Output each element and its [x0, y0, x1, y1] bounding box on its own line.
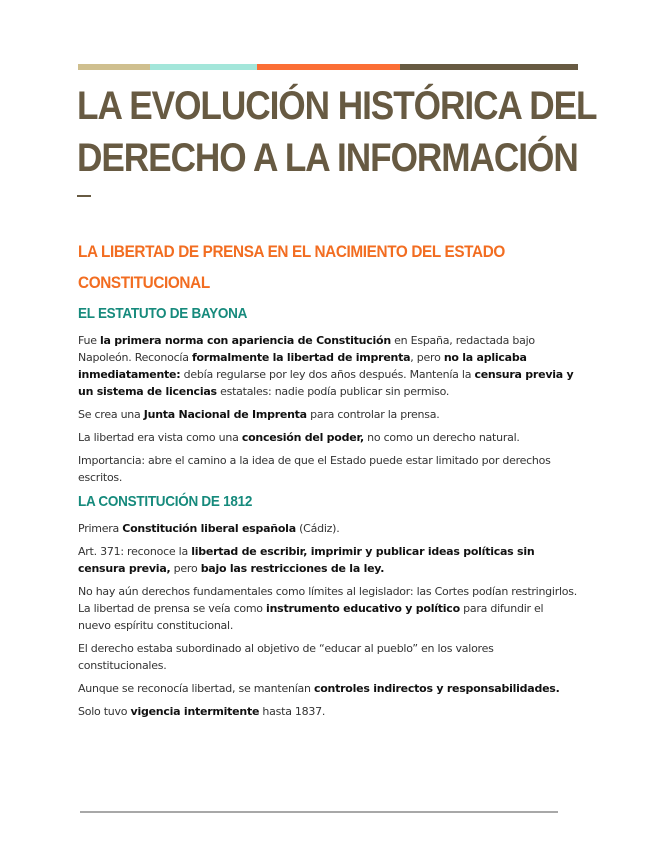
bold-text: controles indirectos y responsabilidades. — [313, 682, 560, 695]
color-bar-segment-brown — [400, 64, 578, 70]
text-run: Importancia: abre el camino a la idea de que el Estado puede estar limitado por derechos escritos. — [78, 454, 551, 484]
color-bar-segment-tan — [78, 64, 150, 70]
text-run: La libertad era vista como una — [78, 431, 242, 444]
bold-text: bajo las restricciones de la ley. — [200, 562, 385, 575]
paragraph — [78, 520, 578, 537]
bold-text: censura previa y un sistema de licencias — [78, 368, 574, 398]
color-bar-segment-orange — [257, 64, 400, 70]
text-run: Aunque se reconocía libertad, se mantenían — [78, 682, 314, 695]
subsection-constitucion-1812 — [78, 492, 578, 720]
text-run: para difundir el nuevo espíritu constitucional. — [78, 602, 544, 632]
text-run: en España, redactada bajo Napoleón. Reconocía — [78, 334, 535, 364]
text-run: Art. 371: reconoce la — [78, 545, 192, 558]
bold-text: instrumento educativo y político — [266, 602, 460, 615]
text-run: El derecho estaba subordinado al objetivo de “educar al pueblo” en los valores constitucionales. — [78, 642, 494, 672]
section-heading-line-1: LA LIBERTAD DE PRENSA EN EL NACIMIENTO DEL ESTADO — [78, 242, 505, 261]
text-run: No hay aún derechos fundamentales como límites al legislador: las Cortes podían restringirlos. La libertad de prensa se veía como — [78, 585, 578, 615]
text-run: Solo tuvo — [78, 705, 131, 718]
title-line-2: DERECHO A LA INFORMACIÓN — [77, 136, 578, 180]
paragraph — [78, 583, 578, 634]
paragraph — [78, 332, 578, 400]
paragraph — [78, 406, 578, 423]
bold-text: Constitución liberal española — [122, 522, 296, 535]
subsection-paragraphs — [78, 520, 578, 720]
text-run: Se crea una — [78, 408, 144, 421]
bold-text: libertad de escribir, imprimir y publicar ideas políticas sin censura previa, — [78, 545, 535, 575]
subsection-heading: LA CONSTITUCIÓN DE 1812 — [78, 493, 253, 510]
bold-text: concesión del poder, — [241, 431, 364, 444]
subsection-estatuto-bayona — [78, 304, 578, 486]
document-body — [78, 236, 578, 726]
color-bar-segment-teal — [150, 64, 257, 70]
text-run: pero — [170, 562, 201, 575]
text-run: estatales: nadie podía publicar sin permiso. — [216, 385, 450, 398]
paragraph — [78, 452, 578, 486]
text-run: , pero — [410, 351, 444, 364]
title-line-1: LA EVOLUCIÓN HISTÓRICA DEL — [77, 84, 597, 128]
footer-divider — [80, 811, 558, 813]
section-heading — [78, 236, 582, 298]
title-underline-dash — [77, 195, 91, 197]
text-run: (Cádiz). — [295, 522, 340, 535]
bold-text: formalmente la libertad de imprenta — [191, 351, 411, 364]
bold-text: la primera norma con apariencia de Constitución — [99, 334, 391, 347]
section-heading-line-2: CONSTITUCIONAL — [78, 273, 210, 292]
bold-text: no la aplicaba inmediatamente: — [78, 351, 527, 381]
text-run: para controlar la prensa. — [306, 408, 440, 421]
document-title — [77, 80, 597, 184]
paragraph — [78, 680, 578, 697]
paragraph — [78, 703, 578, 720]
decorative-color-bar — [78, 64, 578, 70]
bold-text: Junta Nacional de Imprenta — [143, 408, 307, 421]
paragraph — [78, 429, 578, 446]
paragraph — [78, 640, 578, 674]
text-run: Primera — [78, 522, 123, 535]
bold-text: vigencia intermitente — [130, 705, 260, 718]
text-run: debía regularse por ley dos años después. Mantenía la — [180, 368, 475, 381]
subsection-heading: EL ESTATUTO DE BAYONA — [78, 305, 248, 322]
text-run: hasta 1837. — [259, 705, 326, 718]
text-run: Fue — [78, 334, 100, 347]
subsection-paragraphs — [78, 332, 578, 486]
text-run: no como un derecho natural. — [363, 431, 520, 444]
paragraph — [78, 543, 578, 577]
